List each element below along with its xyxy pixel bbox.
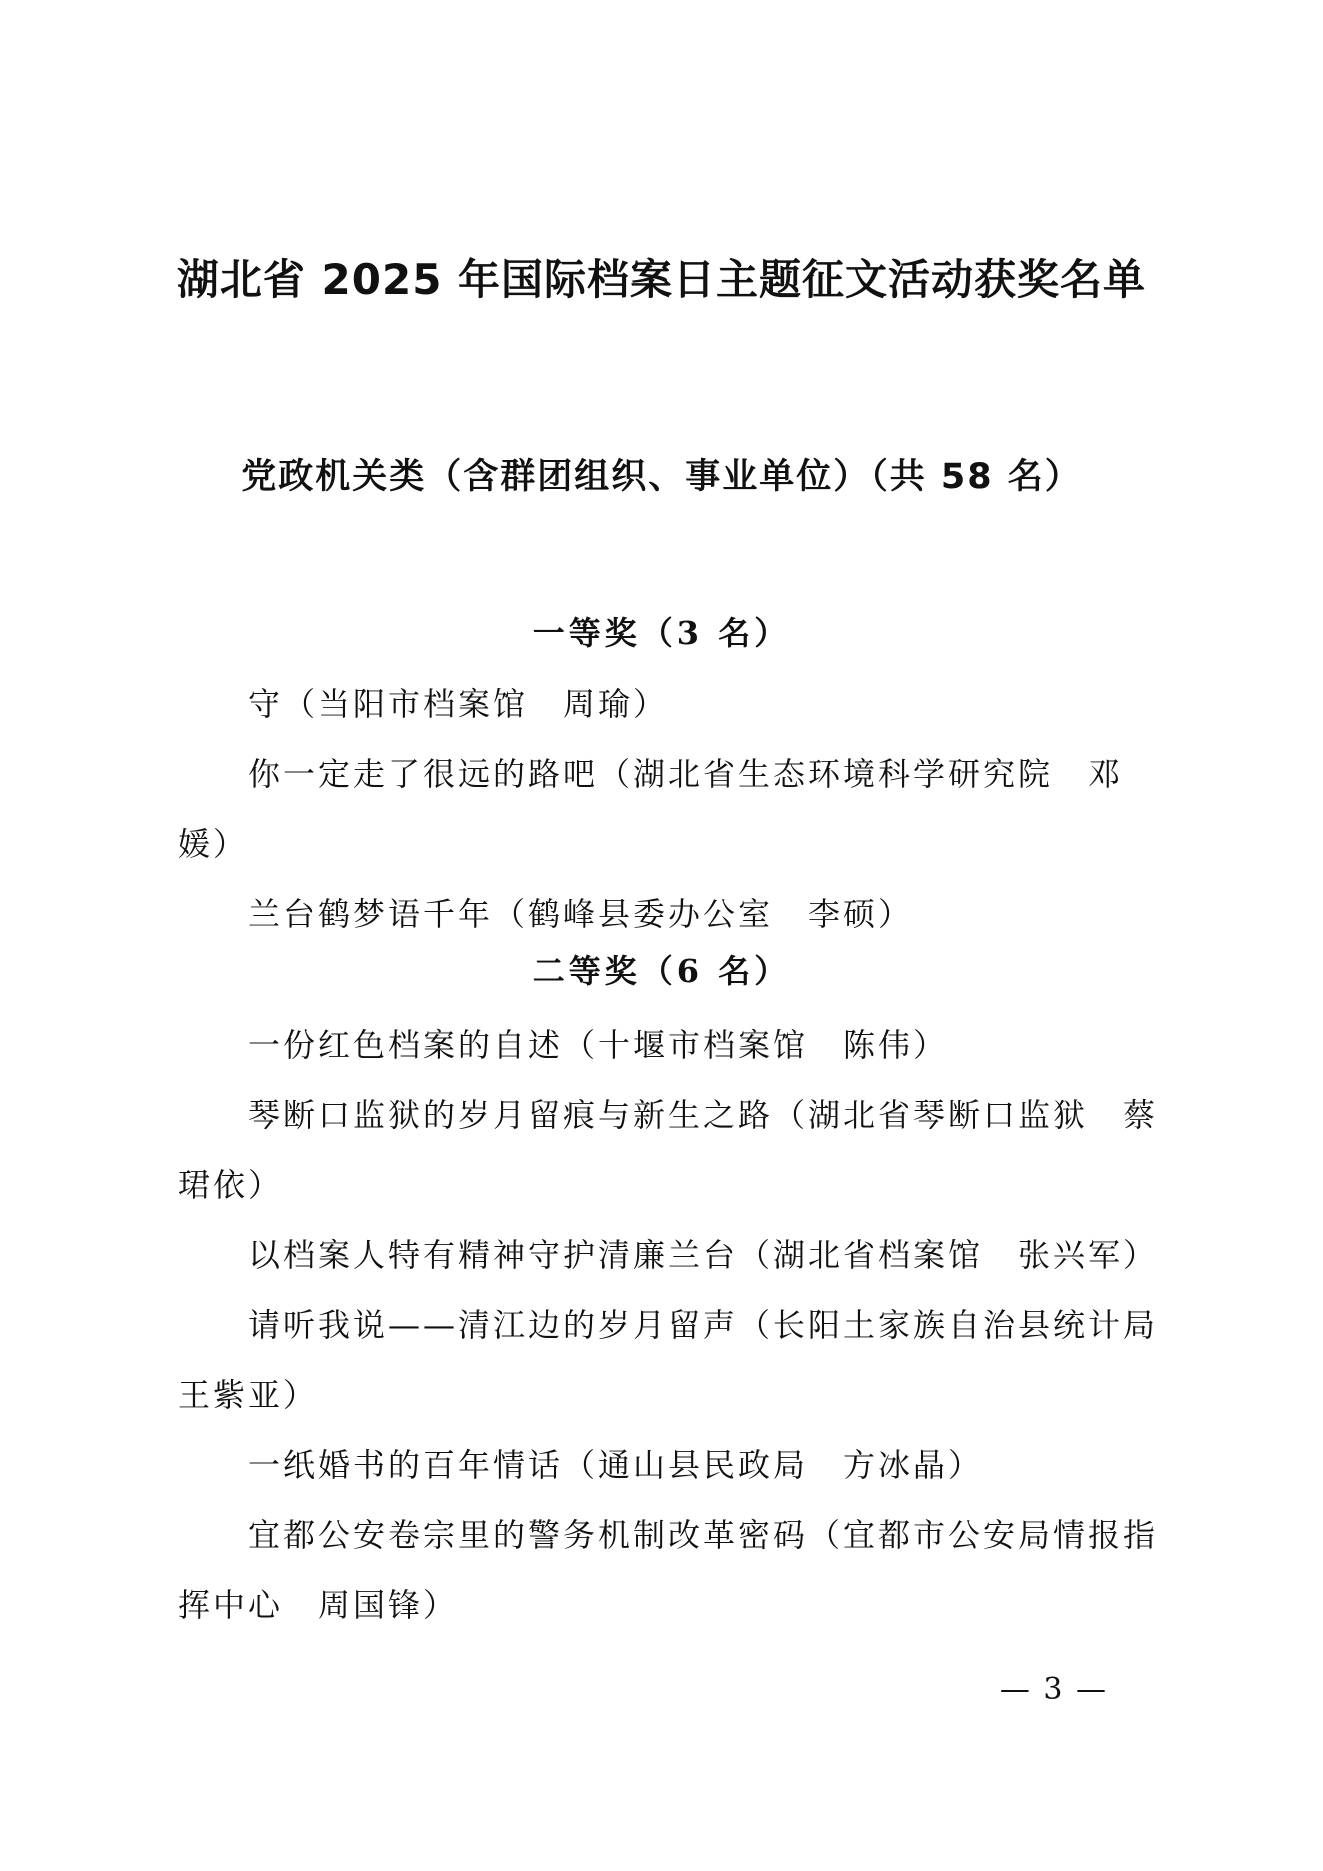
list-item: 你一定走了很远的路吧（湖北省生态环境科学研究院 邓媛）	[178, 755, 1124, 863]
list-item: 一份红色档案的自述（十堰市档案馆 陈伟）	[248, 1026, 949, 1064]
list-item: 一纸婚书的百年情话（通山县民政局 方冰晶）	[248, 1446, 984, 1484]
second-prize-heading: 二等奖（6 名）	[532, 952, 791, 990]
list-item: 琴断口监狱的岁月留痕与新生之路（湖北省琴断口监狱 蔡珺依）	[178, 1096, 1159, 1204]
page-number: — 3 —	[999, 1672, 1108, 1707]
list-item: 守（当阳市档案馆 周瑜）	[248, 685, 669, 723]
document-title: 湖北省 2025 年国际档案日主题征文活动获奖名单	[176, 255, 1147, 304]
list-item: 宜都公安卷宗里的警务机制改革密码（宜都市公安局情报指挥中心 周国锋）	[178, 1516, 1159, 1624]
second-prize-list	[178, 1010, 1194, 1640]
list-item: 兰台鹤梦语千年（鹤峰县委办公室 李硕）	[248, 895, 914, 933]
first-prize-list	[178, 669, 1168, 949]
list-item: 以档案人特有精神守护清廉兰台（湖北省档案馆 张兴军）	[248, 1236, 1159, 1274]
first-prize-heading: 一等奖（3 名）	[532, 614, 791, 652]
category-title: 党政机关类（含群团组织、事业单位）（共 58 名）	[241, 457, 1082, 497]
list-item: 请听我说——清江边的岁月留声（长阳土家族自治县统计局 王紫亚）	[178, 1306, 1194, 1414]
